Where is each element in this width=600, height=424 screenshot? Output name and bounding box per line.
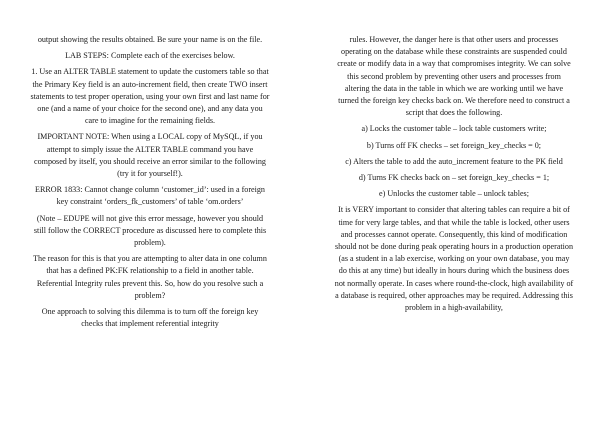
paragraph: IMPORTANT NOTE: When using a LOCAL copy of MySQL, if you attempt to simply issue the ALTER TABLE command you have composed by itself, you should receive an error similar to the following (try it for yourself!). [34,132,266,179]
step-d: d) Turns FK checks back on – set foreign_key_checks = 1; [358,173,550,183]
paragraph: LAB STEPS: Complete each of the exercises below. [65,51,235,61]
paragraph: rules. However, the danger here is that other users and processes operating on the database while these constraints are suspended could create or modify data in a way that compromises integrity. We can solve this second problem by preventing other users and processes from altering the data in the table in which we are working until we have turned the foreign key checks back on. We therefore need to construct a script that does the following. [337,35,571,118]
paragraph: The reason for this is that you are attempting to alter data in one column that has a defined PK:FK relationship to a field in another table. Referential Integrity rules prevent this. So, how do you resolve such a problem? [33,254,267,300]
step-e: e) Unlocks the customer table – unlock tables; [379,189,529,199]
left-column [30,34,270,334]
paragraph: 1. Use an ALTER TABLE statement to update the customers table so that the Primary Key field is an auto-increment field, then create TWO insert statements to test proper operation, using your own first and last name for one (and a name of your choice for the second one), and any data you care to imagine for the remaining fields. [30,67,270,126]
paragraph: One approach to solving this dilemma is to turn off the foreign key checks that implement referential integrity [41,307,259,329]
paragraph: ERROR 1833: Cannot change column ‘customer_id’: used in a foreign key constraint ‘orders_fk_customers’ of table ‘om.orders’ [35,185,265,207]
paragraph: (Note – EDUPE will not give this error message, however you should still follow the CORRECT procedure as discussed here to complete this problem). [33,213,267,248]
paragraph: output showing the results obtained. Be sure your name is on the file. [37,35,263,44]
right-column [334,34,574,318]
step-b: b) Turns off FK checks – set foreign_key_checks = 0; [366,140,542,150]
step-c: c) Alters the table to add the auto_increment feature to the PK field [345,156,563,166]
step-a: a) Locks the customer table – lock table customers write; [361,124,547,134]
paragraph: It is VERY important to consider that altering tables can require a bit of time for very large tables, and that while the table is locked, other users and processes cannot operate. Consequently, this kind of modification should not be done during peak operating hours in a production operation (as a student in a lab exercise, working on your own database, you may do this at any time) but ideally in hours during which the business does not normally operate. In cases where round-the-clock, high availability of a database is required, other approaches may be required. Addressing this problem in a high-availability, [334,205,574,313]
